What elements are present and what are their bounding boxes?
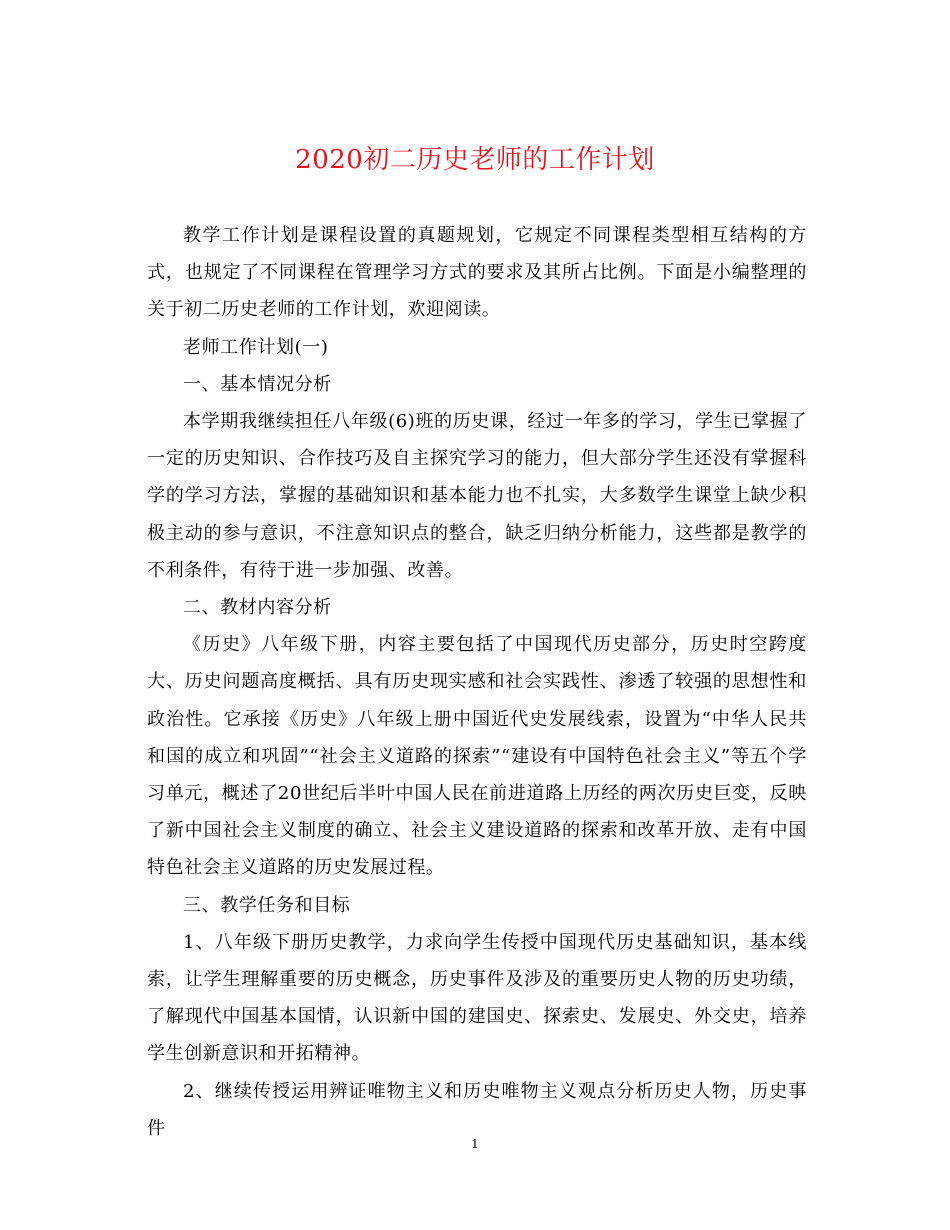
paragraph-plan-heading: 老师工作计划(一): [183, 336, 329, 358]
document-title: 2020初二历史老师的工作计划: [295, 145, 655, 175]
paragraph-section-1-body: 本学期我继续担任八年级(6)班的历史课，经过一年多的学习，学生已掌握了一定的历史知识、合作技巧及自主探究学习的能力，但大部分学生还没有掌握科学的学习方法，掌握的基础知识和基本能力也不扎实，大多数学生课堂上缺少积极主动的参与意识，不注意知识点的整合，缺乏归纳分析能力，这些都是教学的不利条件，有待于进一步加强、改善。: [147, 411, 807, 581]
paragraph-section-3-heading: 三、教学任务和目标: [183, 894, 351, 916]
page-number: 1: [471, 1137, 479, 1151]
paragraph-section-2-body: 《历史》八年级下册，内容主要包括了中国现代历史部分，历史时空跨度大、历史问题高度概括、具有历史现实感和社会实践性、渗透了较强的思想性和政治性。它承接《历史》八年级上册中国近代史发展线索，设置为“中华人民共和国的成立和巩固”“社会主义道路的探索”“建设有中国特色社会主义”等五个学习单元，概述了20世纪后半叶中国人民在前进道路上历经的两次历史巨变，反映了新中国社会主义制度的确立、社会主义建设道路的探索和改革开放、走有中国特色社会主义道路的历史发展过程。: [147, 634, 807, 879]
paragraph-section-3-item-2: 2、继续传授运用辨证唯物主义和历史唯物主义观点分析历史人物，历史事件: [147, 1080, 807, 1139]
paragraph-intro: 教学工作计划是课程设置的真题规划，它规定不同课程类型相互结构的方式，也规定了不同课程在管理学习方式的要求及其所占比例。下面是小编整理的关于初二历史老师的工作计划，欢迎阅读。: [147, 225, 807, 321]
paragraph-section-2-heading: 二、教材内容分析: [183, 597, 332, 619]
document-body: [147, 217, 807, 1147]
paragraph-section-1-heading: 一、基本情况分析: [183, 373, 332, 395]
paragraph-section-3-item-1: 1、八年级下册历史教学，力求向学生传授中国现代历史基础知识，基本线索，让学生理解重要的历史概念，历史事件及涉及的重要历史人物的历史功绩，了解现代中国基本国情，认识新中国的建国史、探索史、发展史、外交史，培养学生创新意识和开拓精神。: [147, 931, 807, 1065]
